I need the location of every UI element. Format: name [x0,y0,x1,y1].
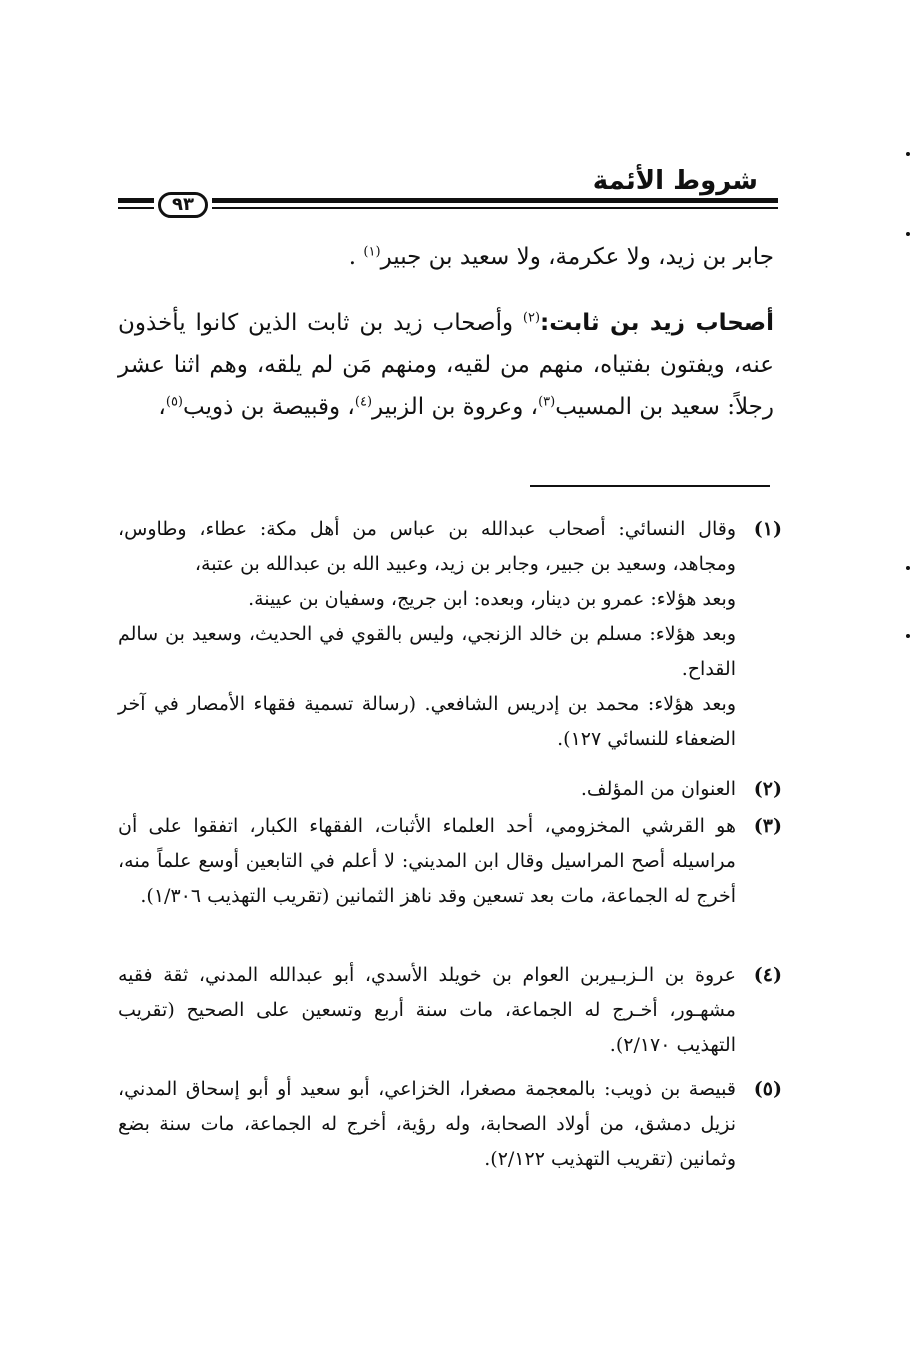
main-para-c: ، وقبيصة بن ذويب [183,394,355,420]
footnote-number: (٤) [753,964,782,986]
main-line1-end: . [348,244,364,270]
footnote-paragraph: قبيصة بن ذويب: بالمعجمة مصغرا، الخزاعي، أبو سعيد أو أبو إسحاق المدني، نزيل دمشق، من أولاد الصحابة، وله رؤية، أخرج له الجماعة، مات سنة بضع وثمانين (تقريب التهذيب ٢/١٢٢). [118,1078,736,1170]
footnote-paragraph: عروة بن الـزبـيربن العوام بن خويلد الأسدي، أبو عبدالله المدني، ثقة فقيه مشهـور، أخـرج له الجماعة، مات سنة أربع وتسعين على الصحيح (تقريب التهذيب ٢/١٧٠). [118,964,736,1056]
main-paragraph-2 [118,302,774,428]
footnote-number: (٣) [753,815,782,837]
scan-speck [906,152,910,156]
footnote-ref-2[interactable]: (٢) [522,310,541,326]
footnote-separator [530,485,770,487]
footnote-ref-1[interactable]: (١) [363,244,381,260]
section-heading: أصحاب زيد بن ثابت: [540,310,774,336]
footnote-body [118,809,736,914]
footnote-body [118,772,736,807]
header-rule-thin [212,207,778,209]
scan-speck [906,634,910,638]
header-rule-left-thick [118,198,154,203]
footnote-paragraph: وبعد هؤلاء: مسلم بن خالد الزنجي، وليس بالقوي في الحديث، وسعيد بن سالم القداح. [118,623,736,680]
footnote-number: (٢) [753,778,782,800]
footnote-paragraph: وقال النسائي: أصحاب عبدالله بن عباس من أهل مكة: عطاء، وطاوس، ومجاهد، وسعيد بن جبير، وجابر بن زيد، وعبيد الله بن عبدالله بن عتبة، [118,518,736,575]
main-paragraph-1 [118,236,774,278]
footnote-1 [118,512,782,757]
footnote-2 [118,772,782,807]
footnote-ref-5[interactable]: (٥) [165,394,183,410]
footnote-paragraph: وبعد هؤلاء: عمرو بن دينار، وبعده: ابن جريج، وسفيان بن عيينة. [248,588,736,610]
footnote-body [118,958,736,1063]
footnote-ref-3[interactable]: (٣) [538,394,556,410]
header-rule [118,194,778,220]
main-text-line1 [118,236,774,278]
header-rule-left-thin [118,207,154,209]
footnote-4 [118,958,782,1063]
main-para-a: وأصحاب زيد بن ثابت الذين كانوا يأخذون عنه، ويفتون بفتياه، منهم من لقيه، ومنهم مَن لم يلقه، وهم اثنا عشر رجلاً: سعيد بن المسيب [118,310,774,420]
main-line1-text: جابر بن زيد، ولا عكرمة، ولا سعيد بن جبير [380,244,774,270]
scan-speck [906,566,910,570]
main-text-section [118,302,774,428]
main-para-d: ، [158,394,166,420]
footnote-3 [118,809,782,914]
footnote-number: (١) [753,518,782,540]
footnote-paragraph: وبعد هؤلاء: محمد بن إدريس الشافعي. (رسالة تسمية فقهاء الأمصار في آخر الضعفاء للنسائي ١٢٧). [118,693,736,750]
header-rule-thick [212,198,778,203]
footnote-paragraph: هو القرشي المخزومي، أحد العلماء الأثبات، الفقهاء الكبار، اتفقوا على أن مراسيله أصح المراسيل وقال ابن المديني: لا أعلم في التابعين أوسع علماً منه، أخرج له الجماعة، مات بعد تسعين وقد ناهز الثمانين (تقريب التهذيب ١/٣٠٦). [118,815,736,907]
footnote-ref-4[interactable]: (٤) [354,394,373,410]
scan-speck [906,232,910,236]
footnote-number: (٥) [753,1078,782,1100]
footnote-paragraph: العنوان من المؤلف. [580,778,736,800]
running-header-title: شروط الأئمة [592,166,758,196]
footnote-body [118,512,736,757]
footnote-5 [118,1072,782,1177]
footnote-body [118,1072,736,1177]
page-number-badge: ٩٣ [158,192,208,218]
main-para-b: ، وعروة بن الزبير [372,394,539,420]
